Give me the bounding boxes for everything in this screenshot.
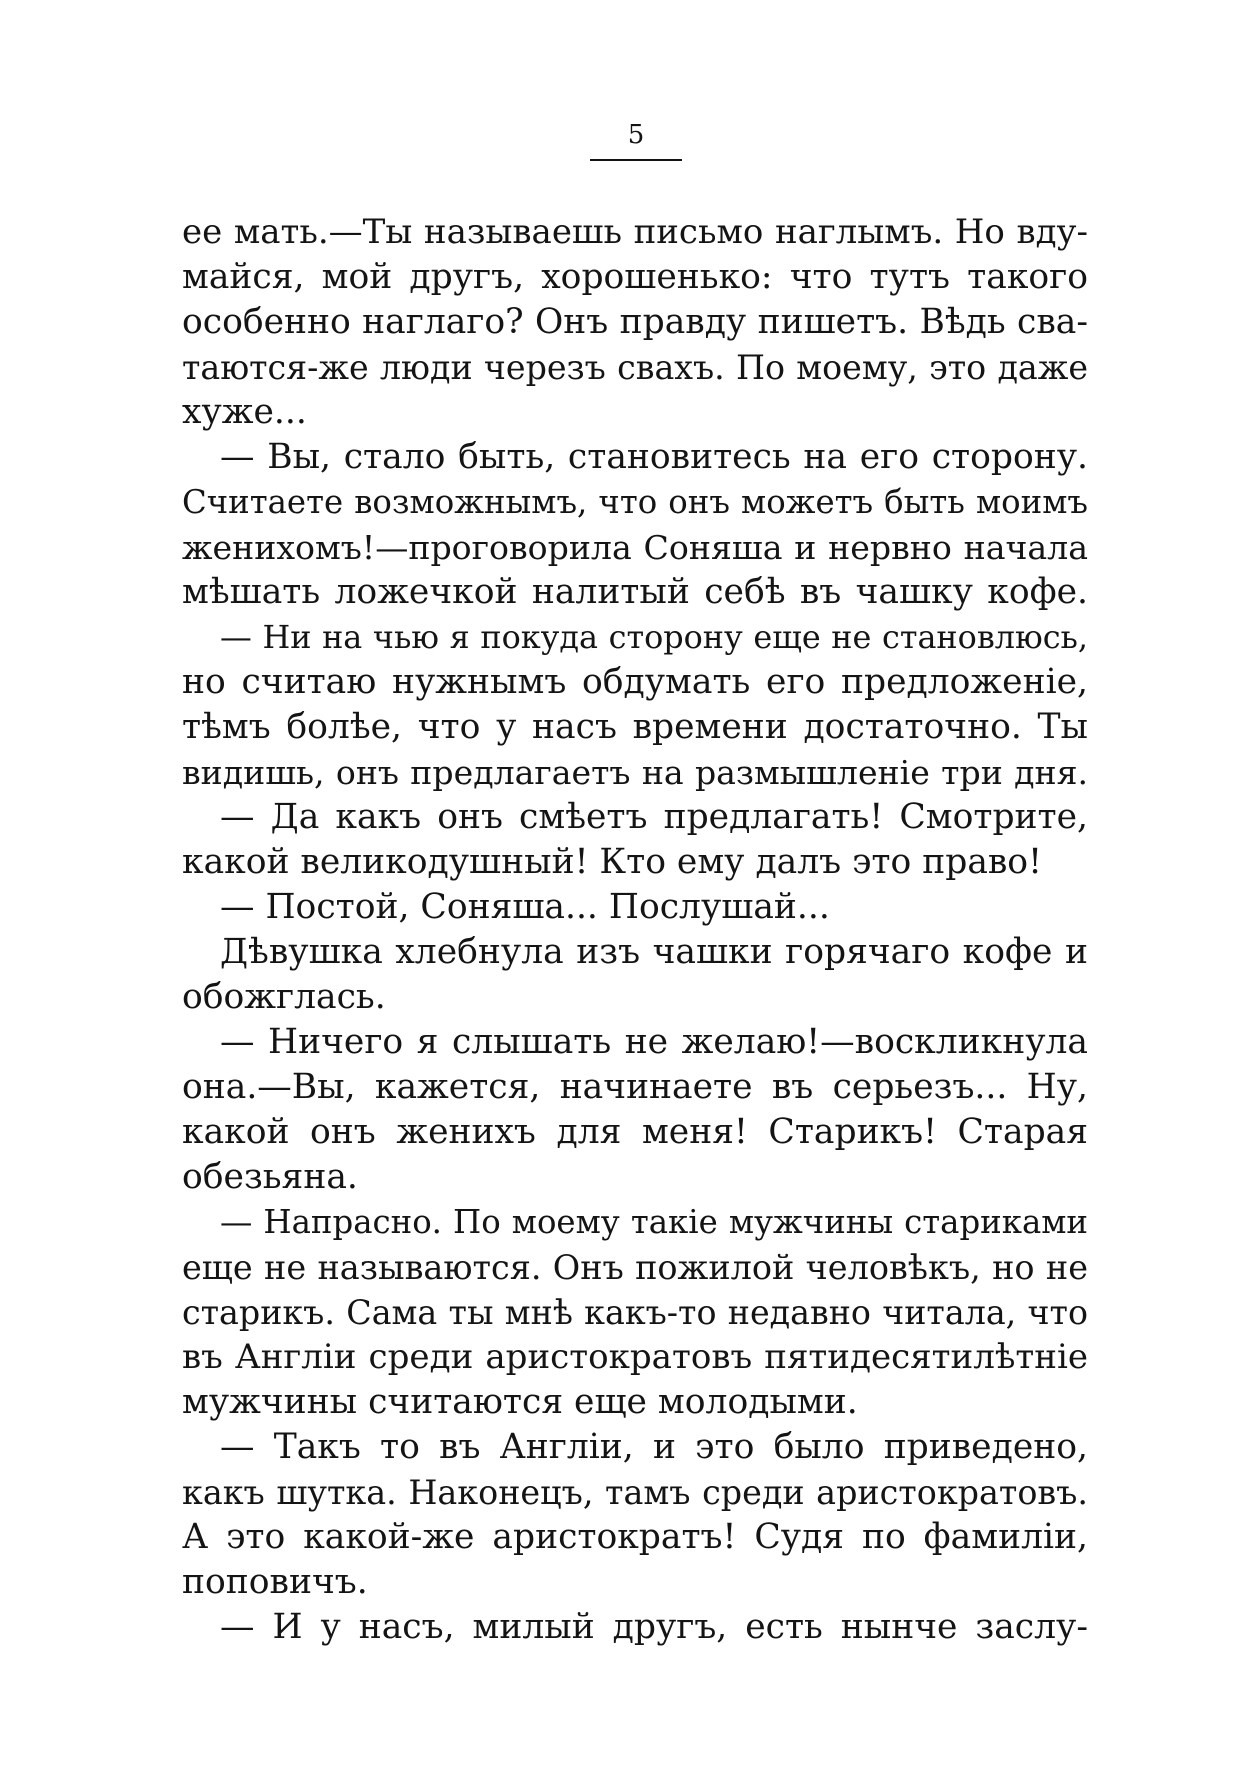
text-line: какъ шутка. Наконецъ, тамъ среди аристократовъ. xyxy=(182,1473,1088,1512)
text-line: тѣмъ болѣе, что у насъ времени достаточно. Ты xyxy=(182,707,1088,747)
text-line: — И у насъ, милый другъ, есть нынче заслу- xyxy=(220,1607,1088,1647)
text-line: мѣшать ложечкой налитый себѣ въ чашку кофе. xyxy=(182,572,1088,612)
text-line: въ Англіи среди аристократовъ пятидесятилѣтніе xyxy=(182,1337,1088,1377)
text-line: майся, мой другъ, хорошенько: что тутъ такого xyxy=(182,257,1088,297)
text-line: обожглась. xyxy=(182,977,386,1017)
text-line: какой онъ женихъ для меня! Старикъ! Старая xyxy=(182,1112,1088,1152)
page-header xyxy=(590,118,682,161)
text-line: видишь, онъ предлагаетъ на размышленіе три дня. xyxy=(182,753,1088,792)
text-line: какой великодушный! Кто ему далъ это право! xyxy=(182,842,1042,882)
page-number-rule xyxy=(590,159,682,161)
text-line: обезьяна. xyxy=(182,1157,358,1197)
text-line: она.—Вы, кажется, начинаете въ серьезъ... Ну, xyxy=(182,1067,1088,1107)
text-line: — Да какъ онъ смѣетъ предлагать! Смотрите, xyxy=(220,797,1088,837)
text-line: — Ни на чью я покуда сторону еще не становлюсь, xyxy=(220,618,1088,656)
text-line: мужчины считаются еще молодыми. xyxy=(182,1382,858,1422)
text-line: ее мать.—Ты называешь письмо наглымъ. Но вду- xyxy=(182,212,1088,252)
text-line: еще не называются. Онъ пожилой человѣкъ, но не xyxy=(182,1248,1088,1287)
text-line: — Такъ то въ Англіи, и это было приведено, xyxy=(220,1427,1088,1467)
text-line: но считаю нужнымъ обдумать его предложеніе, xyxy=(182,662,1088,702)
text-line: женихомъ!—проговорила Соняша и нервно начала xyxy=(182,528,1088,567)
page-number: 5 xyxy=(627,120,645,150)
text-line: А это какой-же аристократъ! Судя по фамиліи, xyxy=(182,1517,1088,1557)
text-line: — Ничего я слышать не желаю!—воскликнула xyxy=(220,1022,1088,1062)
text-line: старикъ. Сама ты мнѣ какъ-то недавно читала, что xyxy=(182,1293,1088,1332)
text-line: — Постой, Соняша... Послушай... xyxy=(220,887,830,927)
text-line: таются-же люди черезъ свахъ. По моему, это даже xyxy=(182,348,1088,387)
text-line: Считаете возможнымъ, что онъ можетъ быть моимъ xyxy=(182,483,1088,521)
text-line: — Напрасно. По моему такіе мужчины стариками xyxy=(220,1203,1088,1241)
text-line: — Вы, стало быть, становитесь на его сторону. xyxy=(220,437,1088,477)
text-line: Дѣвушка хлебнула изъ чашки горячаго кофе и xyxy=(220,932,1088,972)
text-line: хуже... xyxy=(182,392,307,432)
text-line: особенно наглаго? Онъ правду пишетъ. Вѣдь сва- xyxy=(182,302,1088,342)
text-line: поповичъ. xyxy=(182,1562,368,1602)
body-text xyxy=(182,210,1088,1650)
